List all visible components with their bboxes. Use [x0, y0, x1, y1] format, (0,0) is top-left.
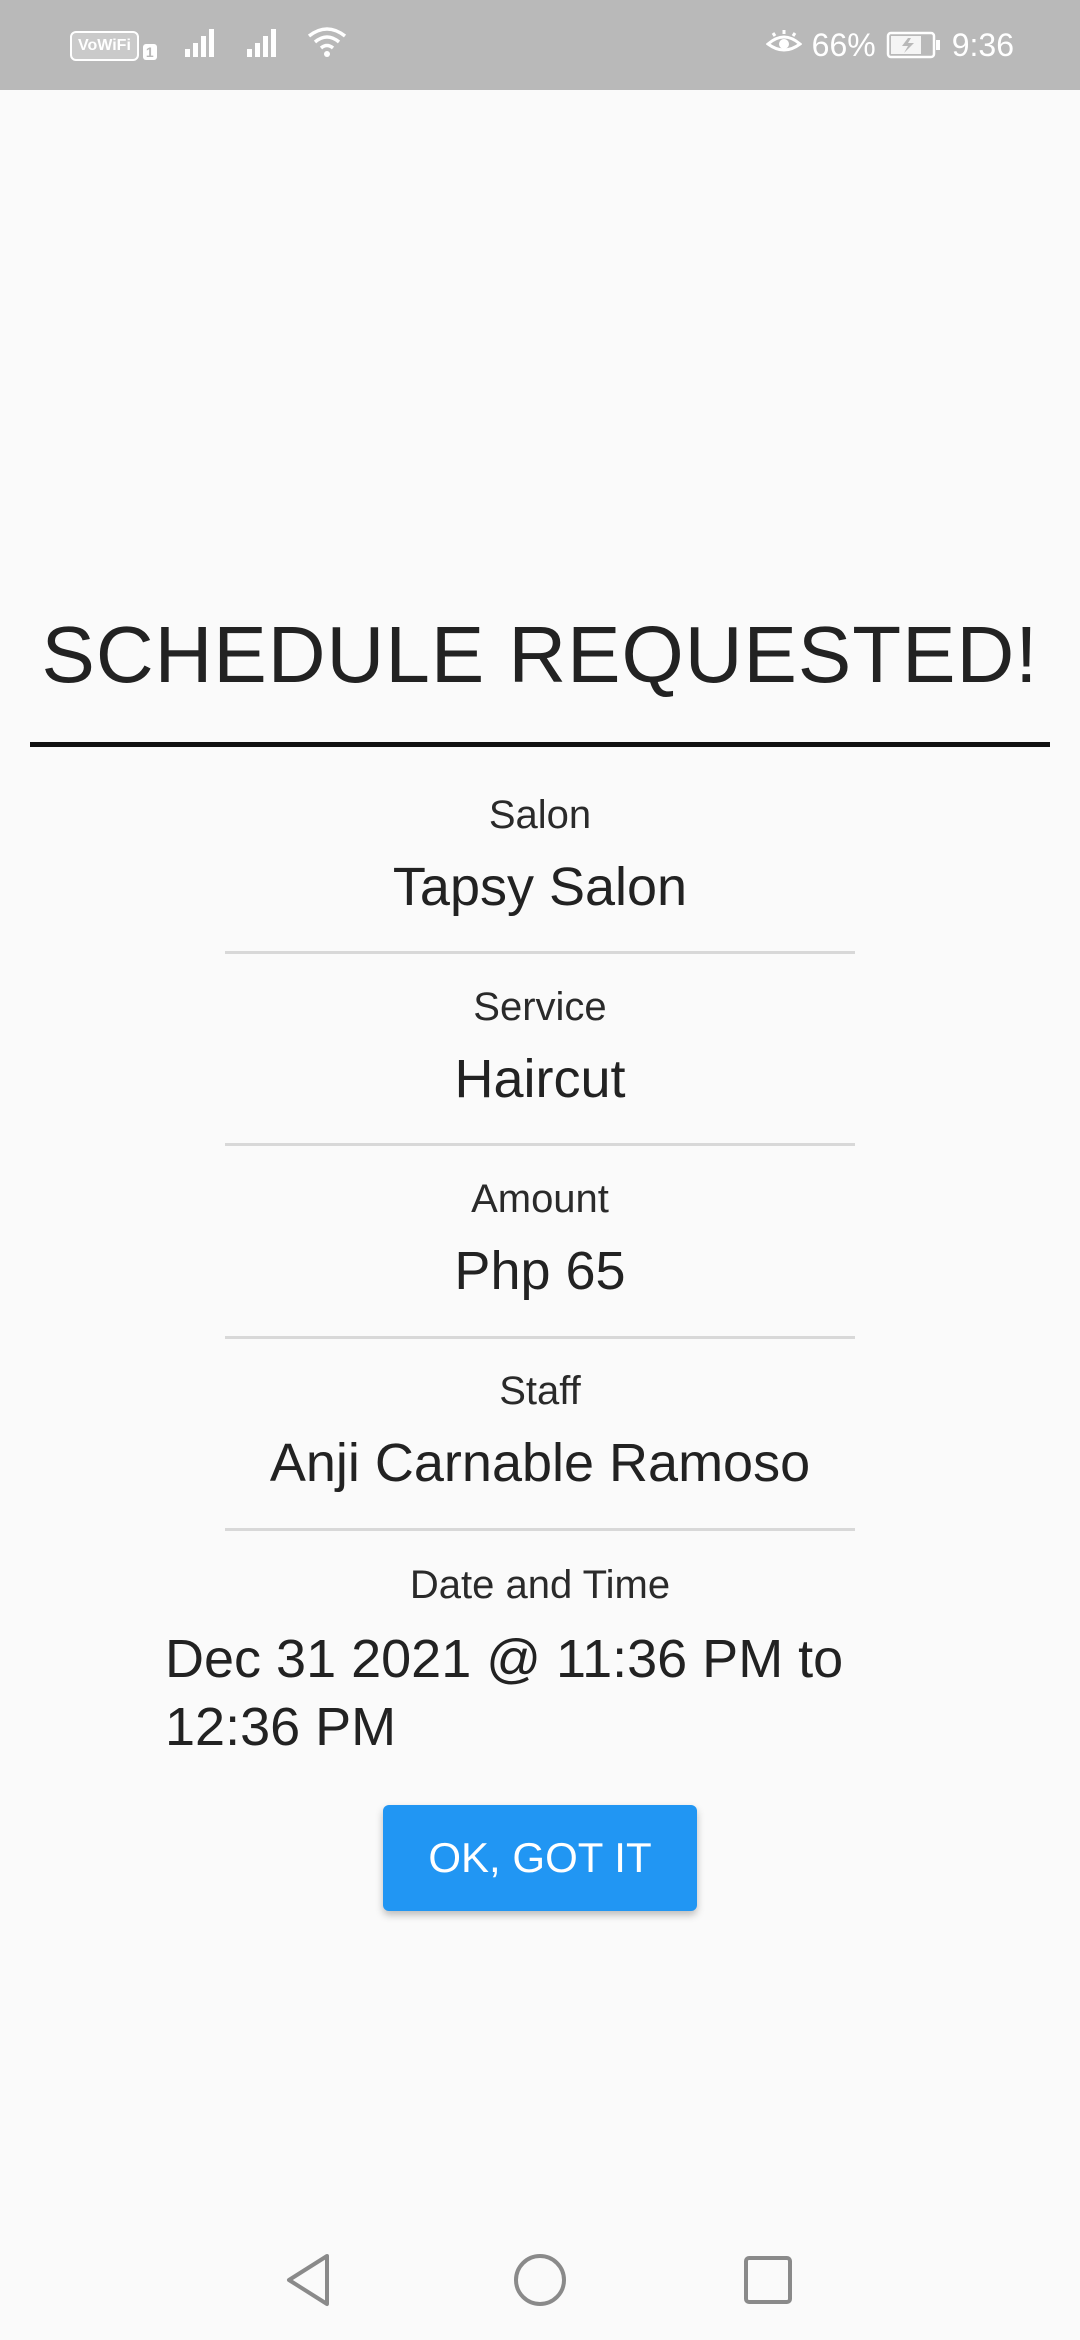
detail-divider — [225, 951, 855, 954]
title-divider — [30, 742, 1050, 747]
amount-label: Amount — [471, 1177, 609, 1221]
signal-icon — [245, 27, 281, 65]
recents-square-icon[interactable] — [733, 2245, 803, 2315]
status-right — [766, 22, 1014, 68]
salon-label: Salon — [488, 793, 592, 837]
battery-percent: 66% — [811, 27, 876, 63]
salon-detail — [225, 790, 855, 922]
vowifi-indicator — [70, 31, 157, 61]
amount-value: Php 65 — [454, 1241, 626, 1301]
amount-detail — [225, 1174, 855, 1306]
page-title: SCHEDULE REQUESTED! — [41, 610, 1039, 699]
service-label: Service — [473, 985, 607, 1029]
ok-got-it-button[interactable]: OK, GOT IT — [383, 1805, 697, 1911]
service-value: Haircut — [454, 1049, 626, 1109]
staff-detail — [225, 1366, 855, 1498]
detail-divider — [225, 1336, 855, 1339]
vowifi-label: VoWiFi — [70, 31, 139, 61]
battery-charging-icon — [886, 30, 942, 60]
service-detail — [225, 982, 855, 1114]
clock-time: 9:36 — [951, 27, 1014, 63]
status-left — [70, 26, 347, 66]
datetime-value: Dec 31 2021 @ 11:36 PM to 12:36 PM — [165, 1629, 844, 1757]
datetime-label: Date and Time — [409, 1563, 671, 1607]
eye-icon — [766, 22, 802, 68]
back-triangle-icon[interactable] — [273, 2245, 343, 2315]
staff-label: Staff — [499, 1369, 581, 1413]
detail-divider — [225, 1143, 855, 1146]
detail-divider — [225, 1528, 855, 1531]
navigation-bar — [0, 2215, 1080, 2340]
signal-icon — [183, 27, 219, 65]
vowifi-sim-number: 1 — [143, 44, 157, 60]
status-bar — [0, 0, 1080, 90]
wifi-icon — [307, 26, 347, 66]
staff-value: Anji Carnable Ramoso — [269, 1433, 811, 1493]
home-circle-icon[interactable] — [505, 2245, 575, 2315]
salon-value: Tapsy Salon — [392, 857, 688, 917]
